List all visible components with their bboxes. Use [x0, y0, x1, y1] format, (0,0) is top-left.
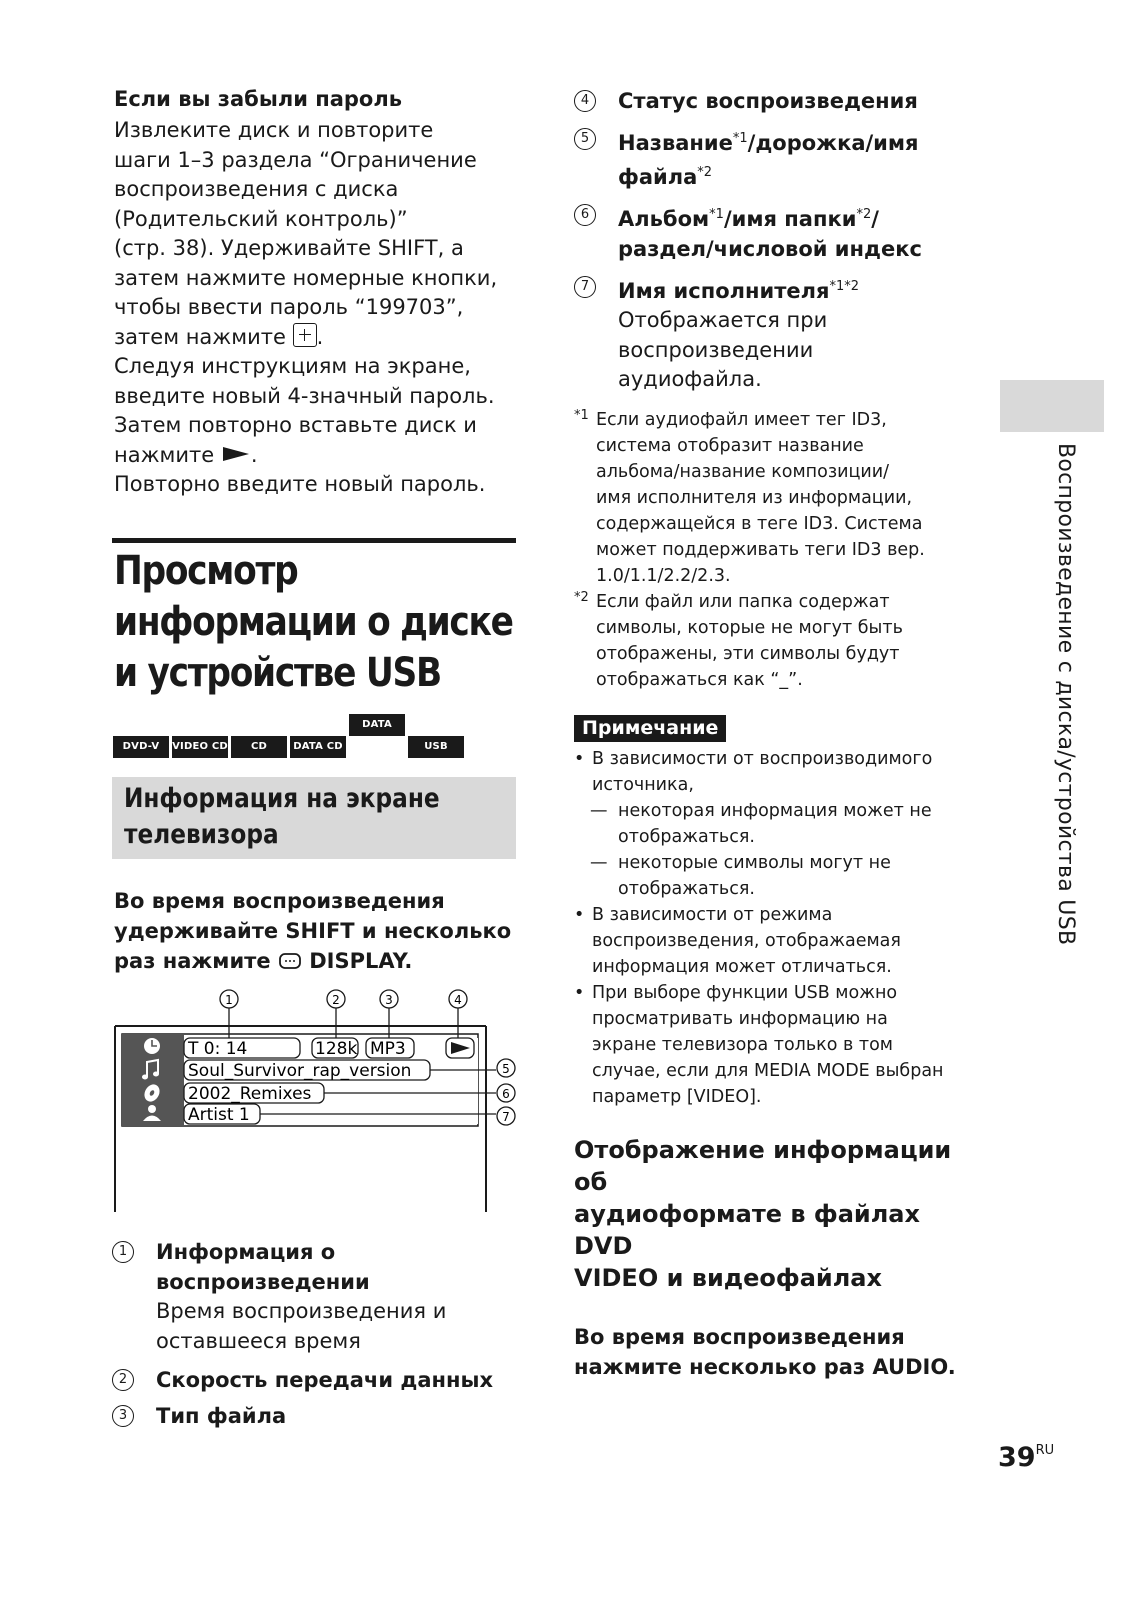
svg-text:3: 3: [385, 993, 393, 1007]
forgot-line: Повторно введите новый пароль.: [114, 472, 486, 496]
instruction-line: [114, 946, 534, 976]
osd-bitrate: 128k: [315, 1039, 358, 1059]
legend-number: 1: [112, 1241, 134, 1263]
section-title-line: Информация на экране: [124, 783, 440, 814]
footnote-line: Если файл или папка содержат: [596, 591, 890, 612]
forgot-line: затем нажмите .: [114, 324, 324, 349]
legend-number: 6: [574, 204, 596, 226]
enter-button-icon: [293, 323, 317, 347]
osd-album-name: 2002_Remixes: [188, 1084, 312, 1104]
play-icon: [221, 445, 251, 463]
legend-number: 2: [112, 1369, 134, 1391]
forgot-line: введите новый 4-значный пароль.: [114, 383, 495, 408]
tv-screen-illustration: [108, 984, 528, 1214]
title-rule: [112, 538, 516, 543]
audio-info-heading: Отображение информации об аудиоформате в файлах DVD VIDEO и видеофайлах: [574, 1135, 952, 1292]
callout-3: [380, 990, 398, 1008]
callout-6: [497, 1084, 515, 1102]
footnote-line: символы, которые не могут быть: [596, 617, 903, 638]
footnote-mark: *1: [574, 407, 589, 423]
legend-item-6: [574, 200, 984, 264]
forgot-line: Затем повторно вставьте диск и: [114, 413, 477, 437]
note-dash-item: — некоторая информация может не отображаться.: [590, 800, 932, 847]
legend-number: 4: [574, 90, 596, 112]
forgot-line: Извлеките диск и повторите: [114, 118, 434, 142]
osd-track-name: Soul_Survivor_rap_version: [188, 1061, 412, 1081]
footnote-1: [574, 407, 984, 589]
footnote-line: 1.0/1.1/2.2/2.3.: [596, 565, 731, 586]
page-title-line: информации о диске: [114, 599, 513, 645]
display-instruction: [114, 886, 534, 976]
media-badges: [113, 714, 523, 758]
left-column: [114, 84, 526, 500]
legend-number: 7: [574, 276, 596, 298]
forgot-line: шаги 1–3 раздела “Ограничение: [114, 147, 477, 172]
footnotes: [574, 407, 984, 693]
forgot-password-body: [114, 116, 526, 500]
note-bullet: • В зависимости от режима воспроизведения, отображаемая информация может отличаться.: [574, 902, 984, 980]
svg-text:6: 6: [502, 1087, 510, 1101]
legend-title: Скорость передачи данных: [156, 1368, 494, 1392]
note-label: Примечание: [574, 715, 726, 742]
legend-desc: аудиофайла.: [618, 367, 762, 391]
badge-usb: USB: [408, 736, 464, 758]
footnote-2: [574, 589, 984, 693]
forgot-line: нажмите .: [114, 442, 258, 467]
legend-desc: оставшееся время: [156, 1328, 361, 1353]
forgot-password-heading: Если вы забыли пароль: [114, 87, 403, 111]
svg-text:5: 5: [502, 1062, 510, 1076]
legend-desc: Время воспроизведения и: [156, 1299, 447, 1323]
callout-5: [497, 1059, 515, 1077]
section-title-box: [112, 777, 516, 859]
legend-desc: Отображается при: [618, 308, 828, 332]
badge-video-cd: VIDEO CD: [172, 736, 228, 758]
badge-data-cd: DATA CD: [290, 736, 346, 758]
forgot-line: Следуя инструкциям на экране,: [114, 354, 471, 378]
footnote-mark: *2: [574, 589, 589, 605]
legend-item-4: [574, 86, 984, 116]
svg-text:1: 1: [225, 993, 233, 1007]
forgot-line: (Родительский контроль)”: [114, 206, 408, 231]
legend-item-5: [574, 124, 984, 192]
forgot-line: чтобы ввести пароль “199703”,: [114, 295, 464, 319]
note-bullet: • При выборе функции USB можно просматривать информацию на экране телевизора только в том случае, если для MEDIA MODE выбран параметр [VIDEO].: [574, 980, 984, 1110]
forgot-line: (стр. 38). Удерживайте SHIFT, а: [114, 236, 464, 260]
forgot-line: воспроизведения с диска: [114, 177, 399, 201]
legend-item-2: [112, 1365, 532, 1395]
legend-number: 5: [574, 128, 596, 150]
footnote-line: отображены, эти символы будут: [596, 643, 900, 664]
callout-4: [449, 990, 467, 1008]
legend-title: Тип файла: [156, 1404, 287, 1428]
right-column: [574, 86, 984, 1382]
footnote-line: Если аудиофайл имеет тег ID3,: [596, 409, 887, 430]
legend-left: [112, 1237, 532, 1431]
legend-title: Название$^{*1}$/дорожка/имя: [618, 131, 919, 155]
page-title: [114, 546, 527, 699]
legend-item-7: [574, 272, 984, 395]
footnote-line: имя исполнителя из информации,: [596, 487, 913, 508]
page-number: $39^{RU}$: [998, 1442, 1055, 1473]
footnote-line: отображаться как “_”.: [596, 669, 803, 690]
footnote-line: может поддерживать теги ID3 вер.: [596, 539, 925, 560]
svg-text:7: 7: [502, 1110, 510, 1124]
callout-7: [497, 1107, 515, 1125]
page-title-line: Просмотр: [114, 548, 298, 594]
badge-dvd-v: DVD-V: [113, 736, 169, 758]
osd-artist-name: Artist 1: [188, 1105, 250, 1125]
callout-1: [220, 990, 238, 1008]
legend-title: Имя исполнителя$^{*1*2}$: [618, 279, 860, 303]
legend-title: Альбом$^{*1}$/имя папки$^{*2}$/: [618, 207, 879, 231]
display-label: DISPLAY.: [309, 949, 413, 973]
chapter-tab-label: Воспроизведение с диска/устройства USB: [1053, 443, 1078, 946]
legend-title: Статус воспроизведения: [618, 89, 918, 113]
legend-title: воспроизведении: [156, 1270, 370, 1294]
chapter-tab-marker: [1000, 380, 1104, 432]
callout-2: [327, 990, 345, 1008]
legend-item-3: [112, 1401, 532, 1431]
footnote-line: альбома/название композиции/: [596, 461, 890, 482]
forgot-press-enter-text: затем нажмите: [114, 324, 286, 349]
section-title-line: телевизора: [124, 819, 279, 850]
osd-file-type: MP3: [370, 1039, 406, 1059]
page-title-line: и устройстве USB: [114, 650, 441, 696]
instruction-line: Во время воспроизведения: [114, 889, 445, 913]
legend-number: 3: [112, 1405, 134, 1427]
note-dash-item: — некоторые символы могут не отображаться.: [590, 852, 891, 899]
legend-title: Информация о: [156, 1240, 336, 1264]
footnote-line: содержащейся в теге ID3. Система: [596, 513, 923, 534]
legend-desc: воспроизведении: [618, 337, 814, 362]
note-section: [574, 715, 984, 1110]
forgot-press-play-text: нажмите: [114, 442, 215, 467]
osd-time: T 0: 14: [188, 1039, 248, 1059]
instruction-last-text: раз нажмите: [114, 949, 271, 973]
legend-title: файла$^{*2}$: [618, 165, 713, 189]
legend-title: раздел/числовой индекс: [618, 237, 922, 261]
legend-item-1: [112, 1237, 532, 1356]
svg-text:4: 4: [454, 993, 462, 1007]
badge-data-dvd: DATA DVD: [349, 714, 405, 736]
forgot-line: затем нажмите номерные кнопки,: [114, 265, 498, 290]
audio-instruction: Во время воспроизведения нажмите несколько раз AUDIO.: [574, 1324, 956, 1379]
display-button-icon: [278, 952, 302, 970]
footnote-line: система отобразит название: [596, 435, 864, 456]
note-bullet: • В зависимости от воспроизводимого источника,: [574, 746, 984, 798]
svg-text:2: 2: [332, 993, 340, 1007]
clock-icon: [144, 1038, 160, 1054]
instruction-line: удерживайте SHIFT и несколько: [114, 919, 512, 943]
badge-cd: CD: [231, 736, 287, 758]
note-body: [574, 746, 984, 1110]
